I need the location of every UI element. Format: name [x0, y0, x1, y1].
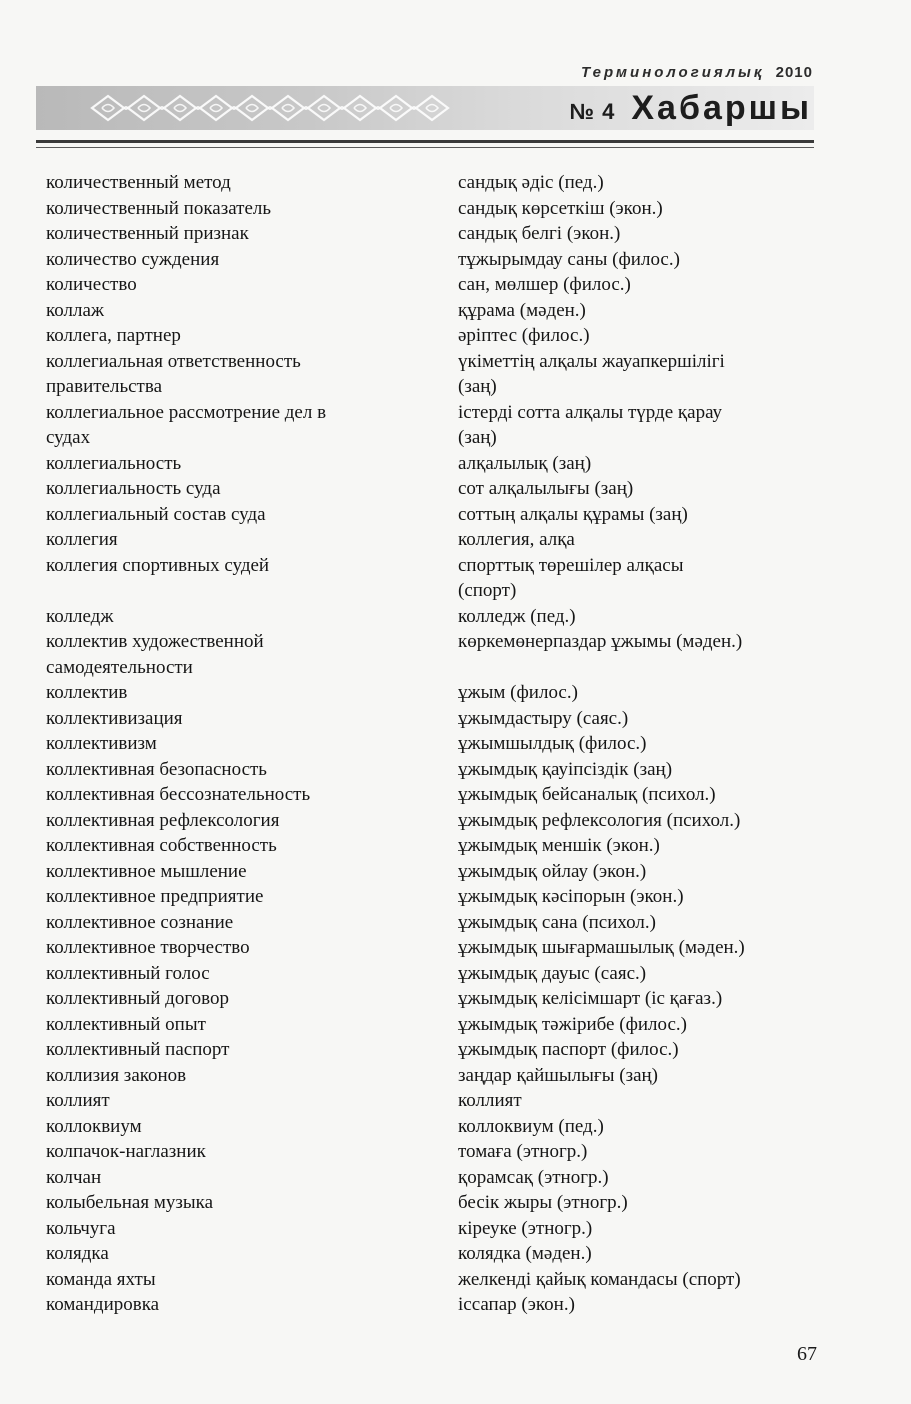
- glossary-term-kz: құрама (мәден.): [458, 299, 586, 321]
- glossary-term-kz: сандық әдіс (пед.): [458, 172, 604, 193]
- journal-year: 2010: [775, 64, 813, 81]
- glossary-term-kz: ұжымдық меншік (экон.): [458, 835, 660, 856]
- glossary-term-ru: коллективизация: [46, 707, 183, 729]
- glossary-term-kz: сандық көрсеткіш (экон.): [458, 197, 663, 219]
- glossary-term-ru: правительства: [46, 376, 163, 397]
- glossary-term-ru: коллега, партнер: [46, 325, 181, 346]
- glossary-term-kz: ұжымдық рефлексология (психол.): [458, 809, 741, 831]
- journal-title: Терминологиялық: [581, 64, 765, 81]
- glossary-term-ru: количественный признак: [46, 223, 249, 244]
- glossary-term-ru: коллективный паспорт: [46, 1039, 230, 1060]
- glossary-term-kz: ұжымдастыру (саяс.): [458, 707, 629, 729]
- glossary-term-ru: количество: [46, 274, 137, 295]
- glossary-term-kz: коллоквиум (пед.): [458, 1115, 604, 1137]
- glossary-term-kz: іссапар (экон.): [458, 1294, 575, 1315]
- issue-label: [569, 86, 812, 130]
- glossary-term-ru: коллизия законов: [46, 1064, 187, 1086]
- glossary-term-kz: ұжымдық келісімшарт (іс қағаз.): [458, 988, 723, 1009]
- glossary-term-kz: [458, 655, 816, 681]
- glossary-term-kz: ұжымдық шығармашылық (мәден.): [458, 937, 745, 958]
- glossary-term-ru: команда яхты: [46, 1268, 156, 1290]
- glossary-term-ru: колыбельная музыка: [46, 1192, 214, 1213]
- glossary-term-kz: үкіметтің алқалы жауапкершілігі: [458, 350, 725, 372]
- page-header: [0, 0, 911, 170]
- glossary-term-ru: колпачок-наглазник: [46, 1141, 206, 1162]
- glossary-term-ru: коллегиальность суда: [46, 478, 221, 499]
- glossary-term-ru: коллектив: [46, 682, 128, 703]
- glossary-term-ru: количество суждения: [46, 248, 220, 270]
- glossary-term-kz: істерді сотта алқалы түрде қарау: [458, 401, 723, 423]
- glossary-term-ru: коллективное сознание: [46, 911, 234, 933]
- glossary-term-ru: судах: [46, 427, 91, 448]
- glossary-term-kz: заңдар қайшылығы (заң): [458, 1064, 659, 1086]
- glossary-term-kz: ұжымшылдық (филос.): [458, 733, 647, 754]
- ornament-pattern-icon: [88, 90, 468, 126]
- glossary-term-ru: коллективное творчество: [46, 937, 250, 958]
- glossary-term-ru: коллективное мышление: [46, 860, 247, 882]
- glossary-term-ru: самодеятельности: [46, 656, 193, 678]
- glossary-term-kz: спорттық төрешілер алқасы: [458, 554, 684, 576]
- glossary-term-kz: сот алқалылығы (заң): [458, 478, 634, 499]
- glossary-term-ru: коллегия спортивных судей: [46, 554, 270, 576]
- glossary-term-kz: ұжымдық бейсаналық (психол.): [458, 784, 716, 805]
- glossary-term-ru: коллоквиум: [46, 1115, 142, 1137]
- glossary-term-kz: әріптес (филос.): [458, 325, 590, 346]
- glossary-term-kz: ұжымдық қауіпсіздік (заң): [458, 758, 673, 780]
- glossary-term-ru: коллективная рефлексология: [46, 809, 280, 831]
- glossary-term-ru: количественный метод: [46, 172, 231, 193]
- glossary-term-kz: соттың алқалы құрамы (заң): [458, 503, 688, 525]
- glossary-term-ru: кольчуга: [46, 1217, 116, 1239]
- glossary-term-kz: сан, мөлшер (филос.): [458, 274, 631, 295]
- glossary-term-ru: коллективный опыт: [46, 1013, 206, 1035]
- glossary-term-ru: количественный показатель: [46, 197, 272, 219]
- glossary-table: [46, 170, 816, 1318]
- glossary-term-kz: колледж (пед.): [458, 605, 576, 627]
- glossary-term-ru: колядка: [46, 1243, 109, 1264]
- glossary-term-kz: алқалылық (заң): [458, 452, 592, 474]
- glossary-term-kz: ұжымдық тәжірибе (филос.): [458, 1013, 688, 1035]
- glossary-term-kz: бесік жыры (этногр.): [458, 1192, 628, 1213]
- glossary-term-ru: коллективная собственность: [46, 835, 277, 856]
- glossary-term-ru: коллективное предприятие: [46, 886, 264, 907]
- glossary-term-kz: көркемөнерпаздар ұжымы (мәден.): [458, 631, 743, 652]
- glossary-term-ru: коллегия: [46, 529, 118, 550]
- page-number: 67: [797, 1343, 817, 1365]
- glossary-term-ru: коллегиальное рассмотрение дел в: [46, 401, 327, 423]
- glossary-term-kz: кіреуке (этногр.): [458, 1217, 593, 1239]
- glossary-term-ru: коллективная безопасность: [46, 758, 267, 780]
- issue-number: № 4: [569, 99, 616, 124]
- glossary-term-ru: коллективный договор: [46, 988, 230, 1009]
- glossary-term-ru: [46, 578, 458, 604]
- glossary-term-kz: коллият: [458, 1090, 522, 1111]
- journal-name: Хабаршы: [631, 89, 812, 127]
- glossary-term-ru: коллегиальный состав суда: [46, 503, 266, 525]
- glossary-term-kz: томаға (этногр.): [458, 1141, 588, 1162]
- header-divider-thin: [36, 147, 814, 148]
- glossary-term-kz: колядка (мәден.): [458, 1243, 592, 1264]
- header-band: [36, 86, 814, 130]
- glossary-term-ru: коллективная бессознательность: [46, 784, 311, 805]
- glossary-term-ru: коллектив художественной: [46, 631, 264, 652]
- glossary-term-ru: коллективизм: [46, 733, 157, 754]
- glossary-term-ru: коллаж: [46, 299, 105, 321]
- glossary-term-ru: колчан: [46, 1166, 102, 1188]
- glossary-term-kz: ұжымдық ойлау (экон.): [458, 860, 647, 882]
- header-divider: [36, 140, 814, 143]
- glossary-term-kz: (спорт): [458, 580, 517, 601]
- glossary-term-kz: ұжым (филос.): [458, 682, 578, 703]
- glossary-term-kz: (заң): [458, 376, 497, 397]
- glossary-term-kz: ұжымдық паспорт (филос.): [458, 1039, 679, 1060]
- journal-title-line: [581, 64, 813, 81]
- glossary-term-ru: коллективный голос: [46, 962, 210, 984]
- glossary-term-kz: коллегия, алқа: [458, 529, 575, 550]
- glossary-term-kz: сандық белгі (экон.): [458, 223, 621, 244]
- glossary-term-kz: тұжырымдау саны (филос.): [458, 248, 680, 270]
- glossary-term-ru: колледж: [46, 605, 114, 627]
- glossary-term-kz: қорамсақ (этногр.): [458, 1166, 609, 1188]
- glossary-term-ru: коллият: [46, 1090, 110, 1111]
- glossary-term-kz: ұжымдық кәсіпорын (экон.): [458, 886, 684, 907]
- glossary-term-ru: командировка: [46, 1294, 160, 1315]
- glossary-term-kz: ұжымдық дауыс (саяс.): [458, 962, 647, 984]
- glossary-term-kz: желкенді қайық командасы (спорт): [458, 1268, 741, 1290]
- glossary-term-kz: (заң): [458, 427, 497, 448]
- glossary-term-kz: ұжымдық сана (психол.): [458, 911, 656, 933]
- glossary-term-ru: коллегиальная ответственность: [46, 350, 301, 372]
- glossary-term-ru: коллегиальность: [46, 452, 182, 474]
